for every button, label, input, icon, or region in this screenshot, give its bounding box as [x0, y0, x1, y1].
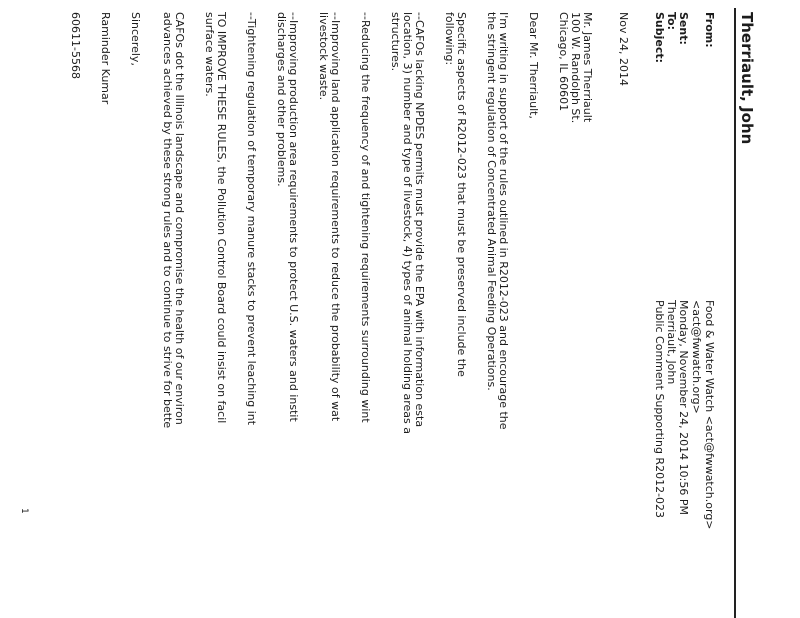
bullet-land-application: --Improving land application requirements to reduce the probability of wat	[329, 12, 342, 422]
address-line: Mr. James Therriault	[581, 12, 594, 123]
bullet-production-area: discharges and other problems.	[275, 12, 288, 187]
aspects-line: Specific aspects of R2012-023 that must be preserved include the	[455, 12, 468, 377]
sent-label: Sent:	[677, 12, 690, 45]
subject-value: Public Comment Supporting R2012-023	[653, 300, 666, 519]
bullet-manure-stacks: --Tightening regulation of temporary manure stacks to prevent leaching int	[245, 12, 258, 426]
header-divider	[734, 8, 736, 618]
signoff: Sincerely,	[129, 12, 142, 66]
intro-line: I'm writing in support of the rules outlined in R2012-023 and encourage the	[497, 12, 510, 430]
closing-line: CAFOs dot the Illinois landscape and compromise the health of our environ	[173, 12, 186, 425]
intro-line: the stringent regulation of Concentrated Animal Feeding Operations.	[485, 12, 498, 391]
letter-date: Nov 24, 2014	[617, 12, 630, 86]
from-value-email: <act@fwwatch.org>	[690, 300, 703, 414]
signer-name: Raminder Kumar	[99, 12, 112, 105]
bullet-production-area: --Improving production area requirements to protect U.S. waters and instit	[287, 12, 300, 422]
sender-name-heading: Therriault, John	[738, 12, 756, 145]
bullet-npdes: location, 3) number and type of livestock, 4) types of animal holding areas a	[401, 12, 414, 434]
address-line: Chicago, IL 60601	[557, 12, 570, 112]
from-label: From:	[703, 12, 716, 48]
aspects-line: following:	[443, 12, 456, 66]
improve-line: surface waters.	[203, 12, 216, 97]
sent-value: Monday, November 24, 2014 10:56 PM	[677, 300, 690, 515]
closing-line: advances achieved by these strong rules and to continue to strive for bette	[161, 12, 174, 429]
to-value: Therriault, John	[665, 300, 678, 385]
signer-zip: 60611-5568	[69, 12, 82, 79]
bullet-winter: --Reducing the frequency of and tightening requirements surrounding wint	[359, 12, 372, 423]
from-value: Food & Water Watch <act@fwwatch.org>	[703, 300, 716, 530]
subject-label: Subject:	[653, 12, 666, 64]
address-line: 100 W. Randolph St.	[569, 12, 582, 124]
bullet-land-application: livestock waste.	[317, 12, 330, 101]
page-number: 1	[19, 508, 29, 514]
to-label: To:	[665, 12, 678, 30]
bullet-npdes: --CAFOs lacking NPDES permits must provide the EPA with information esta	[413, 12, 426, 428]
improve-line: TO IMPROVE THESE RULES, the Pollution Control Board could insist on facil	[215, 12, 228, 424]
salutation: Dear Mr. Therriault,	[527, 12, 540, 119]
bullet-npdes: structures.	[389, 12, 402, 72]
